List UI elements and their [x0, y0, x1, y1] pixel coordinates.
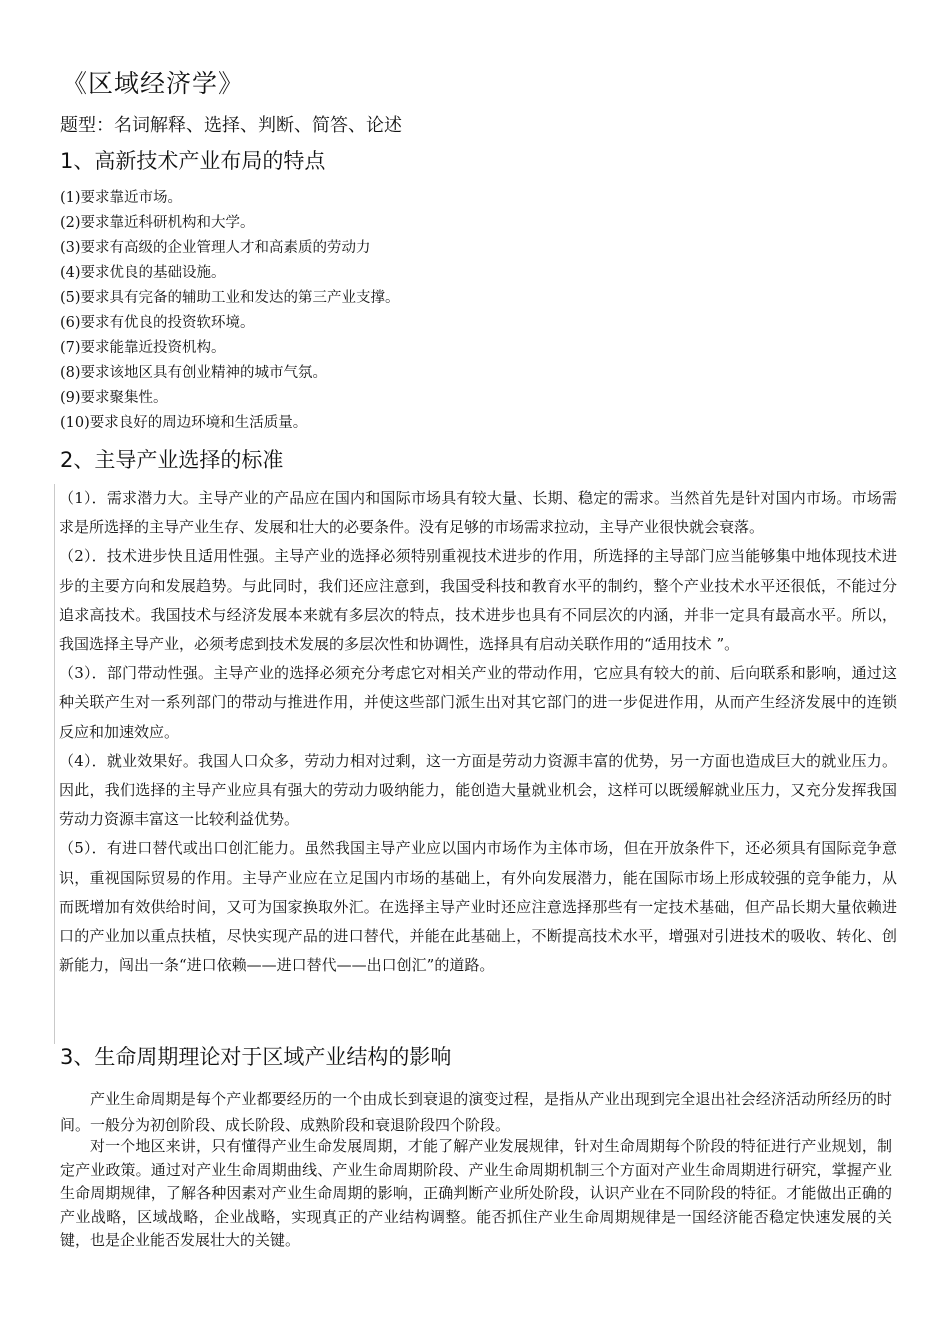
section2-content	[54, 484, 903, 1044]
document-title: 《区域经济学》	[62, 69, 245, 98]
section3-heading: 3、生命周期理论对于区域产业结构的影响	[60, 1045, 452, 1069]
section1-heading: 1、高新技术产业布局的特点	[60, 149, 326, 173]
list-item: (4)要求优良的基础设施。	[60, 265, 226, 281]
paragraph: （4）．就业效果好。我国人口众多，劳动力相对过剩，这一方面是劳动力资源丰富的优势，另一方面也造成巨大的就业压力。因此，我们选择的主导产业应具有强大的劳动力吸纳能力，能创造大量就业机会，这样可以既缓解就业压力，又充分发挥我国劳动力资源丰富这一比较利益优势。	[59, 751, 897, 829]
question-types: 题型：名词解释、选择、判断、简答、论述	[60, 115, 402, 136]
section2-heading: 2、主导产业选择的标准	[60, 448, 284, 472]
list-item: (1)要求靠近市场。	[60, 190, 183, 206]
list-item: (5)要求具有完备的辅助工业和发达的第三产业支撑。	[60, 290, 400, 306]
list-item: (10)要求良好的周边环境和生活质量。	[60, 415, 308, 431]
list-item: (2)要求靠近科研机构和大学。	[60, 215, 255, 231]
list-item: (7)要求能靠近投资机构。	[60, 340, 226, 356]
paragraph: （1）．需求潜力大。主导产业的产品应在国内和国际市场具有较大量、长期、稳定的需求。当然首先是针对国内市场。市场需求是所选择的主导产业生存、发展和壮大的必要条件。没有足够的市场需求拉动，主导产业很快就会衰落。	[59, 489, 897, 537]
paragraph: 产业生命周期是每个产业都要经历的一个由成长到衰退的演变过程，是指从产业出现到完全退出社会经济活动所经历的时间。一般分为初创阶段、成长阶段、成熟阶段和衰退阶段四个阶段。	[60, 1090, 892, 1134]
paragraph: 对一个地区来讲，只有懂得产业生命发展周期，才能了解产业发展规律，针对生命周期每个阶段的特征进行产业规划，制定产业政策。通过对产业生命周期曲线、产业生命周期阶段、产业生命周期机制三个方面对产业生命周期进行研究，掌握产业生命周期规律，了解各种因素对产业生命周期的影响，正确判断产业所处阶段，认识产业在不同阶段的特征。才能做出正确的产业战略，区域战略，企业战略，实现真正的产业结构调整。能否抓住产业生命周期规律是一国经济能否稳定快速发展的关键，也是企业能否发展壮大的关键。	[60, 1137, 892, 1250]
section1-list	[60, 186, 900, 436]
list-item: (6)要求有优良的投资软环境。	[60, 315, 255, 331]
paragraph: （2）．技术进步快且适用性强。主导产业的选择必须特别重视技术进步的作用，所选择的主导部门应当能够集中地体现技术进步的主要方向和发展趋势。与此同时，我们还应注意到，我国受科技和教育水平的制约，整个产业技术水平还很低，不能过分追求高技术。我国技术与经济发展本来就有多层次的特点，技术进步也具有不同层次的内涵，并非一定具有最高水平。所以，我国选择主导产业，必须考虑到技术发展的多层次性和协调性，选择具有启动关联作用的“适用技术 ”。	[59, 547, 897, 654]
paragraph: （3）．部门带动性强。主导产业的选择必须充分考虑它对相关产业的带动作用，它应具有较大的前、后向联系和影响，通过这种关联产生对一系列部门的带动与推进作用，并使这些部门派生出对其它部门的进一步促进作用，从而产生经济发展中的连锁反应和加速效应。	[59, 664, 897, 741]
paragraph: （5）．有进口替代或出口创汇能力。虽然我国主导产业应以国内市场作为主体市场，但在开放条件下，还必须具有国际竞争意识，重视国际贸易的作用。主导产业应在立足国内市场的基础上，有外向发展潜力，能在国际市场上形成较强的竞争能力，从而既增加有效供给时间，又可为国家换取外汇。在选择主导产业时还应注意选择那些有一定技术基础，但产品长期大量依赖进口的产业加以重点扶植，尽快实现产品的进口替代，并能在此基础上，不断提高技术水平，增强对引进技术的吸收、转化、创新能力，闯出一条“进口依赖——进口替代——出口创汇”的道路。	[59, 839, 897, 975]
list-item: (3)要求有高级的企业管理人才和高素质的劳动力	[60, 240, 371, 256]
list-item: (8)要求该地区具有创业精神的城市气氛。	[60, 365, 328, 381]
list-item: (9)要求聚集性。	[60, 390, 168, 406]
